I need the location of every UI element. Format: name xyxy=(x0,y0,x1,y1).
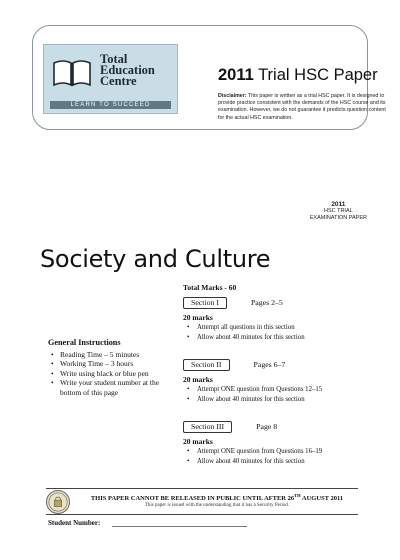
section-marks: 20 marks xyxy=(183,375,213,384)
release-notice-text xyxy=(76,493,358,502)
section-header xyxy=(183,420,373,433)
release-notice-suffix: AUGUST 2011 xyxy=(300,495,344,503)
total-marks: Total Marks - 60 xyxy=(183,283,237,292)
section-2 xyxy=(183,358,373,404)
logo-line-3: Centre xyxy=(100,74,137,88)
section-bullets xyxy=(183,323,373,342)
release-notice-prefix: THIS PAPER CANNOT BE RELEASED IN PUBLIC UNTIL AFTER 26 xyxy=(90,495,295,503)
general-instructions-list xyxy=(48,350,178,398)
header-card xyxy=(32,25,386,130)
section-bullet: • Attempt all questions in this section xyxy=(183,323,373,333)
disclaimer-text: This paper is written as a trial HSC paper. It is designed to provide practice consistent with the demands of the HSC course and its examination. However, we do not guarantee it predicts question content for the actual HSC examination. xyxy=(218,93,386,121)
section-bullet: • Allow about 40 minutes for this section xyxy=(183,457,373,467)
section-pages: Page 8 xyxy=(256,422,278,431)
section-bullets xyxy=(183,447,373,466)
general-instructions-heading: General Instructions xyxy=(48,338,121,347)
logo-wordmark xyxy=(100,54,155,87)
section-bullet: • Attempt ONE question from Questions 16–19 xyxy=(183,447,373,457)
security-seal-icon xyxy=(46,490,70,514)
section-header xyxy=(183,358,373,371)
paper-title-text: Trial HSC Paper xyxy=(258,66,378,84)
section-bullet: • Attempt ONE question from Questions 12–15 xyxy=(183,385,373,395)
instruction-item: • Working Time – 3 hours xyxy=(48,359,178,369)
exam-label-line-2: EXAMINATION PAPER xyxy=(309,215,367,221)
section-pages: Pages 2–5 xyxy=(250,298,283,307)
section-label: Section II xyxy=(183,359,230,371)
paper-title xyxy=(218,66,378,85)
sections-column xyxy=(183,283,373,472)
student-number-field[interactable] xyxy=(112,526,247,527)
disclaimer xyxy=(218,93,393,122)
section-header xyxy=(183,296,373,309)
logo xyxy=(43,44,178,114)
instruction-item: • Reading Time – 5 minutes xyxy=(48,350,178,360)
section-3 xyxy=(183,420,373,466)
release-notice-sup: TH xyxy=(294,493,301,498)
logo-line-2: Education xyxy=(100,63,155,77)
open-book-icon xyxy=(52,57,92,89)
section-marks: 20 marks xyxy=(183,437,213,446)
section-marks: 20 marks xyxy=(183,313,213,322)
instruction-item: • Write your student number at the bottom of this page xyxy=(48,378,178,397)
disclaimer-label: Disclaimer: xyxy=(218,93,247,99)
exam-label-line-1: HSC TRIAL xyxy=(324,208,353,214)
subject-title: Society and Culture xyxy=(40,245,271,273)
exam-label-year: 2011 xyxy=(331,201,346,208)
section-label: Section I xyxy=(183,297,227,309)
logo-line-1: Total xyxy=(100,52,128,66)
exam-label xyxy=(310,201,367,222)
section-bullet: • Allow about 40 minutes for this section xyxy=(183,333,373,343)
section-bullet: • Allow about 40 minutes for this section xyxy=(183,395,373,405)
release-notice-subtext: This paper is issued with the understanding that it has a Security Period. xyxy=(144,503,290,508)
logo-tagline: LEARN TO SUCCEED xyxy=(50,101,171,109)
paper-title-year: 2011 xyxy=(218,66,254,84)
student-number-label: Student Number: xyxy=(48,519,101,527)
general-instructions xyxy=(48,338,178,397)
release-notice xyxy=(46,488,358,515)
section-pages: Pages 6–7 xyxy=(253,360,286,369)
section-bullets xyxy=(183,385,373,404)
section-label: Section III xyxy=(183,421,232,433)
instruction-item: • Write using black or blue pen xyxy=(48,369,178,379)
section-1 xyxy=(183,296,373,342)
